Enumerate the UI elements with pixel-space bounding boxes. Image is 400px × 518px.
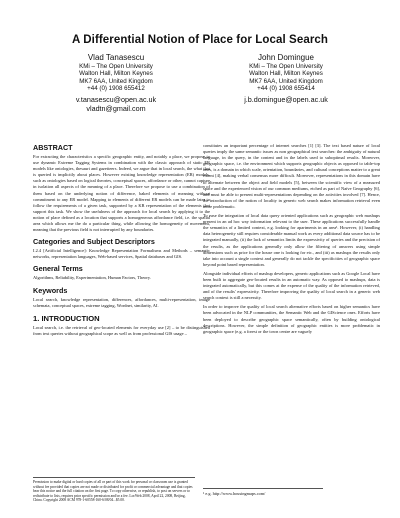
- author-name: Vlad Tanasescu: [87, 53, 145, 62]
- keywords-heading: Keywords: [33, 285, 68, 295]
- paper-title: A Differential Notion of Place for Local Search: [71, 34, 329, 46]
- author-email: [206, 95, 366, 104]
- abstract-heading: ABSTRACT: [33, 143, 73, 152]
- author-affiliation: KMi – The Open University: [249, 63, 323, 70]
- introduction-text: Local search, i.e. the retrieval of geo-located elements for everyday use [2] – to be distinguished from text queries without geographical scope as well as from professional GIS usage –: [33, 324, 210, 336]
- author-email: [36, 95, 196, 113]
- introduction-heading: 1. INTRODUCTION: [33, 313, 100, 323]
- categories-text: I.2.4 [Artificial Intelligence]: Knowledge Representation Formalisms and Methods – semantic networks, representation languages, Web-based services, Spatial databases and GIS.: [33, 248, 210, 260]
- general-terms-text: Algorithms, Reliability, Experimentation, Human Factors, Theory.: [33, 275, 151, 281]
- author-block-2: [206, 53, 366, 104]
- author-address: Walton Hall, Milton Keynes: [249, 70, 323, 78]
- author-name: John Domingue: [257, 53, 315, 62]
- body-paragraph: To ease the integration of local data query oriented applications such as geographic web mashups present in an ad hoc way information relevant to the user. These applications successfully handle the semantics of a limited context, e.g. looking for apartments in an area¹. However, (i) handling data heterogeneity still requires considerable manual work as every additional data source has to be integrated manually, (ii) the lack of semantics limits the expressivity of queries and the precision of the results, as the applications generally only allow the filtering of answers using simple dimensions such as price for the house one is looking for etc., and (iii) as mashups the results only take into account a single context and generally do not tackle the specificities of geographic space beyond point based representation.: [203, 213, 380, 267]
- body-paragraph: Alongside individual efforts of mashup developers, generic applications such as Google Local have been built to aggregate geo-located results in an automatic way. As opposed to mashups, data is integrated automatically, but this comes at the expense of the quality of the information retrieved, and of the results' expressivity. Therefore improving the quality of local search in a generic web search context is still a necessity.: [203, 270, 380, 301]
- author-phone: +44 (0) 1908 655412: [87, 85, 145, 93]
- author-address: Walton Hall, Milton Keynes: [79, 70, 153, 78]
- body-paragraph: In order to improve the quality of local search alternative efforts based on higher semantics have been advocated in the NLP communities, the Semantic Web and the GIScience ones. Efforts have been deployed to describe geographic space semantically, often by building ontological descriptions. However, the simple definition of geographic entities is more problematic in geographic space (e.g. a forest or the town centre are vaguely: [203, 304, 380, 334]
- categories-heading: Categories and Subject Descriptors: [33, 237, 155, 247]
- body-paragraph: constitutes an important percentage of internet searches [1] [3]. The text based nature of local queries imply the same semantic issues as non geographical text searches: the ambiguity of natural language, in the query, in the content and in the labels used to suboptimal results. Moreover, geographic space, i.e. the environment which supports geographic objects as opposed to table-top ones, is a domain in which scale, orientation, boundaries, and cultural conceptions matter to a great extent [4], making verbal consensus more difficult. Moreover, representations in this domain have to alternate between the object and field models [5], between the scientific view of a measured space and the experienced vision of our common mediums, etched as part of Naïve Geography [6], and must be able to present multi-representations depending on the activities involved [7]. Hence, the introduction of the notion of locality in generic web search makes information retrieval even more problematic.: [203, 143, 380, 209]
- keywords-text: Local search, knowledge representation, differences, affordances, multi-representation, image schemata, conceptual spaces, extreme tagging, Wordnet, similarity, AI.: [33, 296, 210, 308]
- author-affiliation: KMi – The Open University: [79, 63, 153, 70]
- left-column: [33, 143, 210, 340]
- author-phone: +44 (0) 1908 655414: [257, 85, 315, 93]
- author-address: MK7 6AA, United Kingdom: [79, 77, 153, 85]
- footnote: ¹ e.g. http://www.housingmaps.com/: [203, 488, 323, 496]
- email-line: j.b.domingue@open.ac.uk: [244, 94, 328, 104]
- general-terms-heading: General Terms: [33, 264, 83, 274]
- abstract-text: For extracting the characteristics a specific geographic entity, and notably a place, we propose to use dynamic Extreme Tagging Systems in combination with the classic approach of static ER models like ontologies, thesauri and gazetteers. Indeed, we argue that in local search, the what that is queried is implicitly about places. However existing knowledge representation (ER) models, such as ontologies based on logical theories, conceptual spaces, affordance or other, cannot capture in isolation all aspects of the meaning of a place. Therefore we propose to use a combination of them based on the underlying notion of difference, baked elements of meaning without commitment to any ER model. Mapping to elements of different ER models can be made later to follow the requirements of a given task, supported by a KR representation of the elements that support this task. We show the usefulness of the approach for local search by applying it to the notion of place defined as a location that supports a homogeneous affordance field, i.e. the spatial area which allows me the do a particular thing, while allowing the homogeneity of movement, meaning that the previous field is not interrupted by any boundaries.: [33, 154, 210, 233]
- email-line: vladtn@gmail.com: [86, 103, 146, 113]
- email-line: v.tanasescu@open.ac.uk: [75, 94, 157, 104]
- author-block-1: [36, 53, 196, 113]
- author-address: MK7 6AA, United Kingdom: [249, 77, 323, 85]
- copyright-notice: Permission to make digital or hard copies of all or part of this work for personal or classroom use is granted without fee provided that copies are not made or distributed for profit or commercial advantage and that copies bear this notice and the full citation on the first page. To copy otherwise, or republish, to post on servers or to redistribute to lists, requires prior specific permission and/or a fee. LocWeb 2008, April 22, 2008, Beijing, China. Copyright 2008 ACM 978-1-60558-160-6/08/04...$5.00.: [33, 477, 195, 503]
- right-column: [203, 143, 380, 338]
